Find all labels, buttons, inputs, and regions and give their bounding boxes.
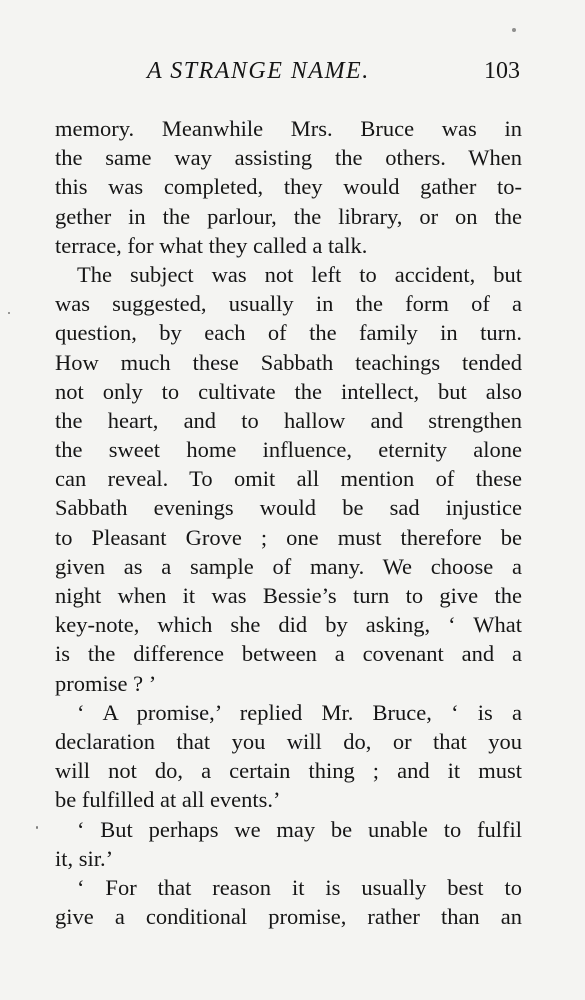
text-line: terrace, for what they called a talk. bbox=[55, 232, 368, 258]
body-text bbox=[55, 114, 522, 931]
text-line: ‘ A promise,’ replied Mr. Bruce, ‘ is a bbox=[77, 699, 522, 725]
print-speck bbox=[512, 28, 516, 32]
text-line: night when it was Bessie’s turn to give the bbox=[55, 583, 522, 608]
page-number: 103 bbox=[484, 58, 520, 84]
text-line: given as a sample of many. We choose a bbox=[55, 553, 522, 579]
text-line: question, by each of the family in turn. bbox=[55, 320, 522, 346]
running-title: A STRANGE NAME. bbox=[147, 58, 370, 84]
text-line: promise ? ’ bbox=[55, 670, 157, 696]
text-line: key-note, which she did by asking, ‘ What bbox=[55, 612, 522, 638]
text-line: to Pleasant Grove ; one must therefore be bbox=[55, 524, 522, 550]
text-line: was suggested, usually in the form of a bbox=[55, 291, 522, 317]
page-header bbox=[55, 58, 520, 92]
text-line: gether in the parlour, the library, or on the bbox=[55, 203, 522, 229]
text-line: ‘ But perhaps we may be unable to fulfil bbox=[77, 816, 522, 842]
text-line: declaration that you will do, or that you bbox=[55, 728, 522, 754]
text-line: the heart, and to hallow and strengthen bbox=[55, 407, 522, 433]
text-line: How much these Sabbath teachings tended bbox=[55, 349, 522, 375]
text-line: it, sir.’ bbox=[55, 845, 114, 871]
text-line: the same way assisting the others. When bbox=[55, 145, 522, 171]
text-line: not only to cultivate the intellect, but also bbox=[55, 378, 522, 404]
text-line: is the difference between a covenant and a bbox=[55, 641, 522, 667]
text-line: Sabbath evenings would be sad injustice bbox=[55, 495, 522, 521]
print-speck bbox=[36, 826, 38, 829]
text-line: can reveal. To omit all mention of these bbox=[55, 466, 522, 492]
text-line: memory. Meanwhile Mrs. Bruce was in bbox=[55, 116, 522, 141]
text-line: The subject was not left to accident, but bbox=[77, 261, 522, 287]
text-line: give a conditional promise, rather than an bbox=[55, 904, 522, 930]
print-speck bbox=[8, 312, 10, 314]
text-line: ‘ For that reason it is usually best to bbox=[77, 874, 522, 900]
text-line: the sweet home influence, eternity alone bbox=[55, 437, 522, 463]
text-line: be fulfilled at all events.’ bbox=[55, 787, 281, 813]
text-line: this was completed, they would gather to- bbox=[55, 174, 522, 200]
text-line: will not do, a certain thing ; and it must bbox=[55, 758, 522, 784]
